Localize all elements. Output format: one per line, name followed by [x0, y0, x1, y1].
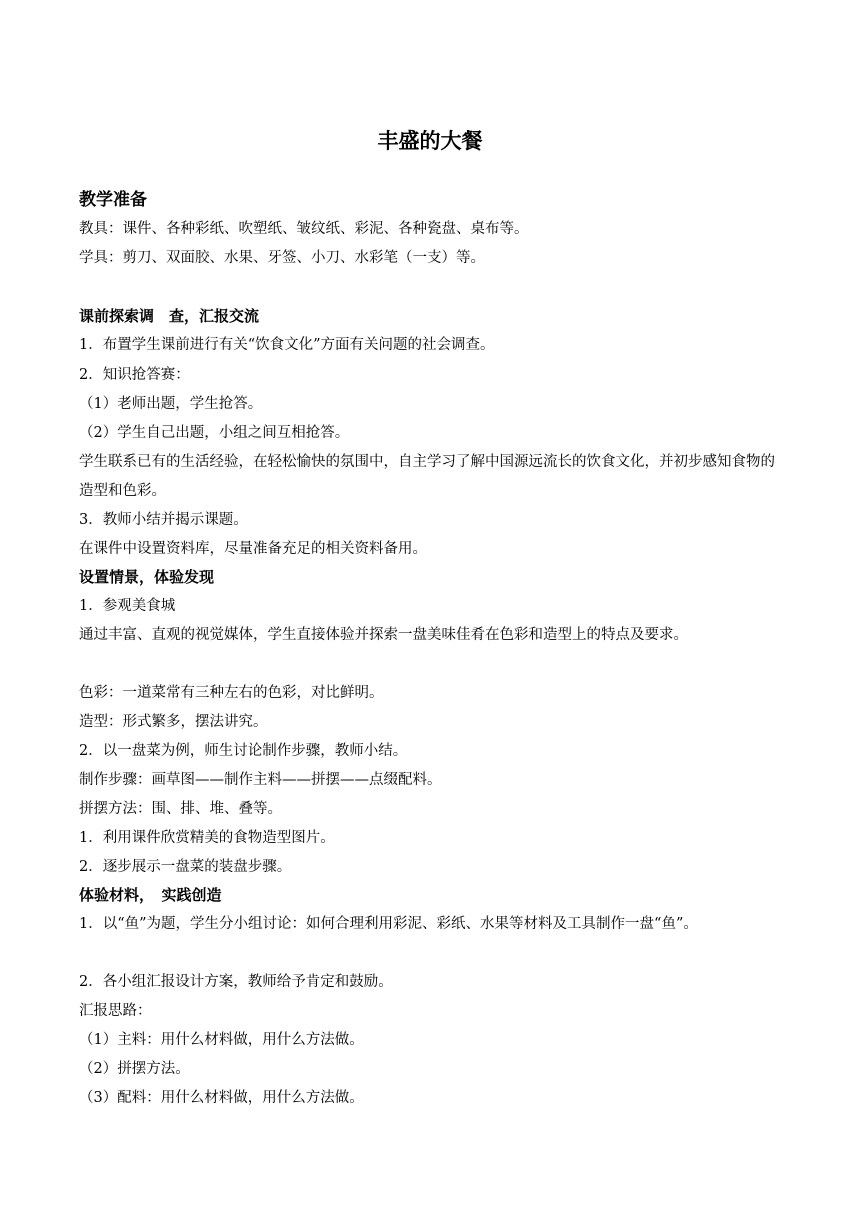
practice-paragraph: （1）主料：用什么材料做，用什么方法做。: [79, 1032, 364, 1048]
scene-paragraph: 拼摆方法：围、排、堆、叠等。: [79, 801, 282, 817]
practice-paragraph: 1．以“鱼”为题，学生分小组讨论：如何合理利用彩泥、彩纸、水果等材料及工具制作一盘“鱼”。: [79, 916, 698, 932]
preparation-heading: 教学准备: [79, 190, 147, 210]
explore-heading: 课前探索调 查，汇报交流: [79, 307, 260, 325]
explore-paragraph: 2．知识抢答赛：: [79, 367, 190, 383]
scene-paragraph: 1．利用课件欣赏精美的食物造型图片。: [79, 830, 335, 846]
practice-paragraph: 2．各小组汇报设计方案，教师给予肯定和鼓励。: [79, 974, 393, 990]
scene-paragraph: 2．以一盘菜为例，师生讨论制作步骤，教师小结。: [79, 743, 408, 759]
practice-paragraph: 汇报思路：: [79, 1003, 152, 1019]
scene-paragraph: 2．逐步展示一盘菜的装盘步骤。: [79, 859, 292, 875]
scene-paragraph: 色彩：一道菜常有三种左右的色彩，对比鲜明。: [79, 685, 384, 701]
scene-heading: 设置情景，体验发现: [79, 568, 215, 586]
explore-paragraph: 3．教师小结并揭示课题。: [79, 512, 248, 528]
scene-paragraph: 造型：形式繁多，摆法讲究。: [79, 714, 268, 730]
explore-paragraph: （1）老师出题，学生抢答。: [79, 396, 263, 412]
explore-paragraph: 学生联系已有的生活经验，在轻松愉快的氛围中，自主学习了解中国源远流长的饮食文化，并初步感知食物的造型和色彩。: [79, 454, 775, 499]
student-tools-text: 学具：剪刀、双面胶、水果、牙签、小刀、水彩笔（一支）等。: [79, 250, 485, 266]
teacher-tools-text: 教具：课件、各种彩纸、吹塑纸、皱纹纸、彩泥、各种瓷盘、桌布等。: [79, 221, 529, 237]
document-title: 丰盛的大餐: [377, 129, 483, 153]
explore-paragraph: 在课件中设置资料库，尽量准备充足的相关资料备用。: [79, 541, 427, 557]
scene-paragraph: 通过丰富、直观的视觉媒体，学生直接体验并探索一盘美味佳肴在色彩和造型上的特点及要求。: [79, 627, 688, 643]
scene-paragraph: 制作步骤：画草图——制作主料——拼摆——点缀配料。: [79, 772, 442, 788]
practice-heading: 体验材料， 实践创造: [79, 886, 222, 904]
practice-paragraph: （2）拼摆方法。: [79, 1061, 190, 1077]
explore-paragraph: （2）学生自己出题，小组之间互相抢答。: [79, 425, 350, 441]
explore-paragraph: 1．布置学生课前进行有关“饮食文化”方面有关问题的社会调查。: [79, 337, 495, 353]
practice-paragraph: （3）配料：用什么材料做，用什么方法做。: [79, 1090, 364, 1106]
scene-paragraph: 1．参观美食城: [79, 598, 176, 614]
